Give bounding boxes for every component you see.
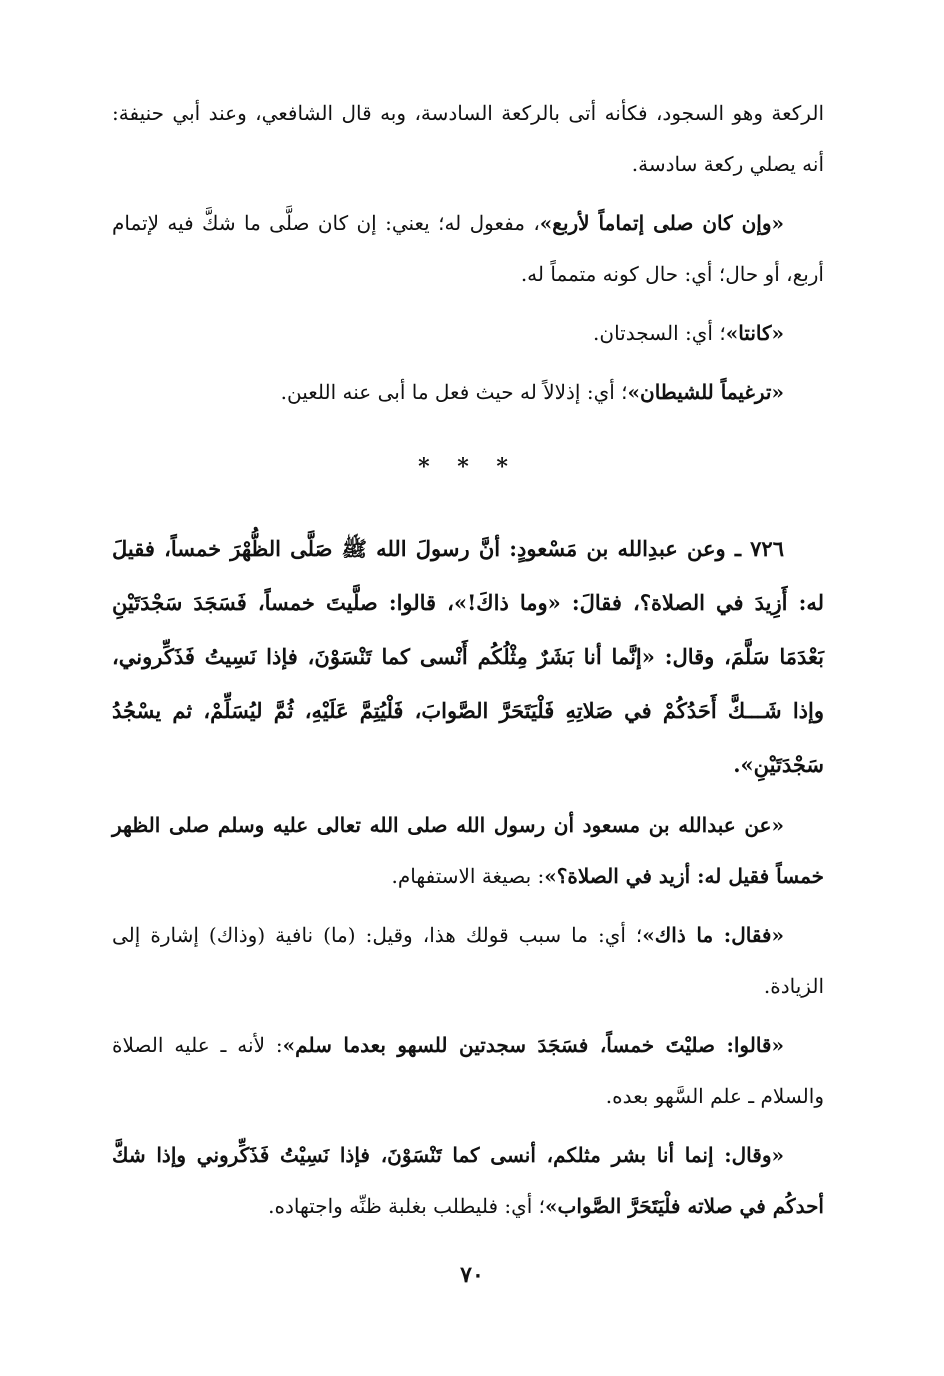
paragraph-text: ؛ أي: السجدتان. <box>593 321 726 345</box>
quoted-phrase: «فقال: ما ذاك» <box>642 923 784 947</box>
quoted-phrase: «ترغيماً للشيطان» <box>627 380 784 404</box>
paragraph-text: : لأنه ـ عليه الصلاة والسلام ـ علم السَّهو بعده. <box>112 1033 824 1108</box>
quoted-phrase: «وقال: إنما أنا بشر مثلكم، أنسى كما تَنْسَوْنَ، فإذا نَسِيْتُ فَذَكِّروني وإذا شكَّ أحدكُم في صلاته فلْيَتَحَرَّ الصَّواب» <box>112 1143 824 1218</box>
quoted-phrase: «كانتا» <box>725 321 784 345</box>
paragraph-commentary <box>112 198 824 300</box>
paragraph-commentary <box>112 800 824 902</box>
quoted-phrase: «عن عبدالله بن مسعود أن رسول الله صلى الله تعالى عليه وسلم صلى الظهر خمساً فقيل له: أزيد في الصلاة؟» <box>112 813 824 888</box>
paragraph-commentary <box>112 1130 824 1232</box>
paragraph-text: ، مفعول له؛ يعني: إن كان صلَّى ما شكَّ فيه لإتمام أربع، أو حال؛ أي: حال كونه متمماً له. <box>112 211 824 286</box>
paragraph-commentary <box>112 308 824 359</box>
section-separator: * * * <box>418 454 518 480</box>
paragraph-commentary <box>112 367 824 418</box>
paragraph-commentary <box>112 910 824 1012</box>
hadith-text: ٧٢٦ ـ وعن عبدِالله بن مَسْعودٍ: أنَّ رسولَ الله ﷺ صَلَّى الظُّهْرَ خمساً، فقيلَ له: أَزِيدَ في الصلاة؟، فقالَ: «وما ذاكَ!»، قالوا: صلَّيتَ خمساً، فَسَجَدَ سَجْدَتَيْنِ بَعْدَمَا سَلَّمَ، وقال: «إنَّما أنا بَشَرٌ مِثْلُكُم أَنْسى كما تَنْسَوْنَ، فإذا نَسِيتُ فَذَكِّروني، وإذا شَـــكَّ أَحَدُكُمْ في صَلاتِهِ فَلْيَتَحَرَّ الصَّوابَ، فَلْيُتِمَّ عَلَيْهِ، ثُمَّ ليُسَلِّمْ، ثم يسْجُدُ سَجْدَتَيْنِ». <box>112 536 824 777</box>
paragraph-text: ؛ أي: ما سبب قولك هذا، وقيل: (ما) نافية (وذاك) إشارة إلى الزيادة. <box>112 923 824 998</box>
quoted-phrase: «وإن كان صلى إتماماً لأربع» <box>539 211 784 235</box>
paragraph-text: الركعة وهو السجود، فكأنه أتى بالركعة السادسة، وبه قال الشافعي، وعند أبي حنيفة: أنه يصلي ركعة سادسة. <box>112 101 824 176</box>
page-body <box>112 88 824 1232</box>
quoted-phrase: «قالوا: صليْتَ خمساً، فسَجَدَ سجدتين للسهو بعدما سلم» <box>282 1033 784 1057</box>
paragraph-text: ؛ أي: فليطلب بغلبة ظنِّه واجتهاده. <box>268 1194 546 1218</box>
paragraph-text: : بصيغة الاستفهام. <box>391 864 545 888</box>
paragraph-commentary <box>112 1020 824 1122</box>
paragraph-continuation <box>112 88 824 190</box>
paragraph-text: ؛ أي: إذلالاً له حيث فعل ما أبى عنه اللعين. <box>280 380 628 404</box>
page-number: ٧٠ <box>460 1262 484 1288</box>
